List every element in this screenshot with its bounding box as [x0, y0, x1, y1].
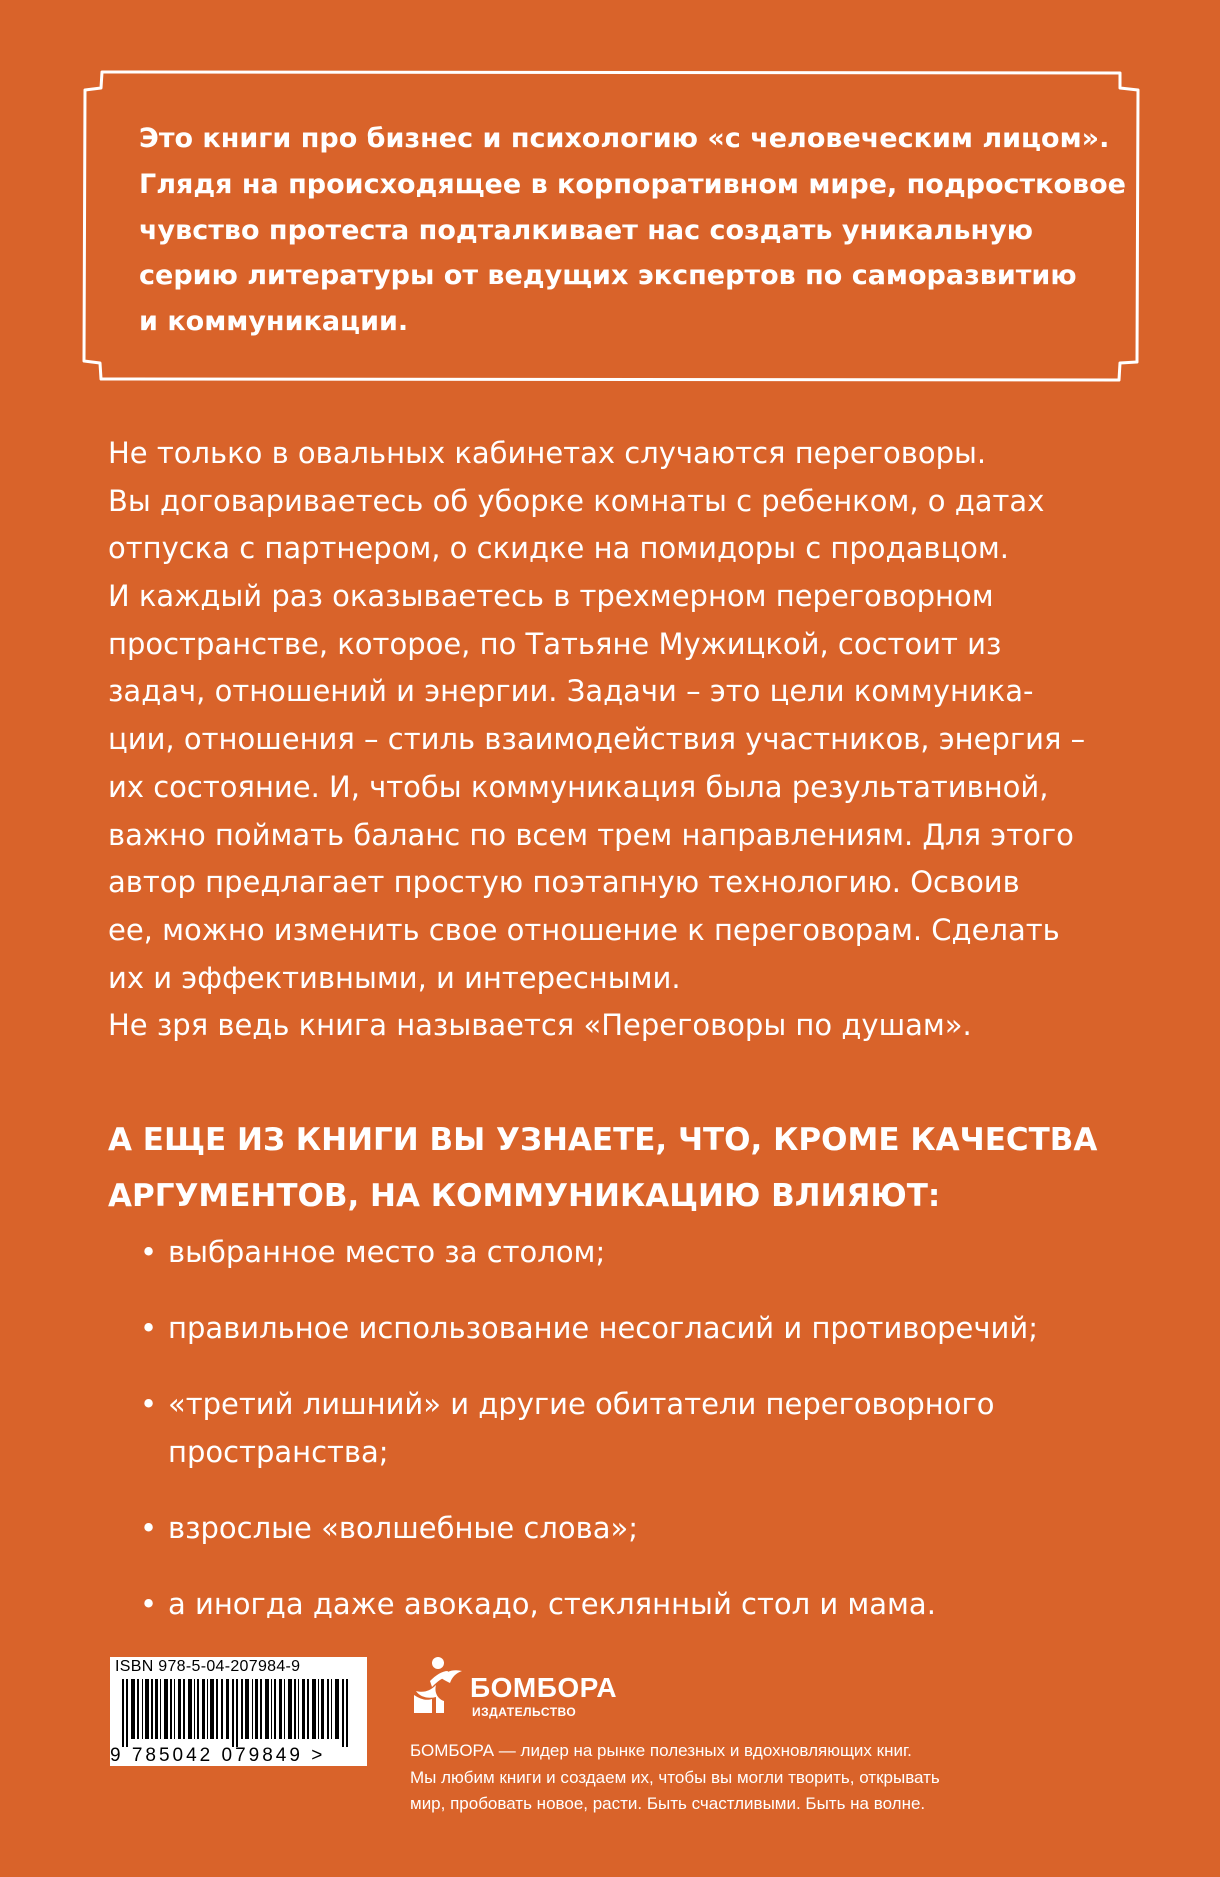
description-line: Вы договариваетесь об уборке комнаты с ребенком, о датах [108, 483, 1045, 518]
list-item-text: а иногда даже авокадо, стеклянный стол и мама. [168, 1587, 936, 1621]
intro-line: Это книги про бизнес и психологию «с человеческим лицом». [139, 123, 1110, 154]
intro-frame [82, 70, 1140, 382]
isbn-digits: 9 785042 079849 > [110, 1745, 326, 1766]
bullet-list [140, 1228, 1140, 1656]
publisher-description-line: Мы любим книги и создаем их, чтобы вы могли творить, открывать [410, 1767, 940, 1787]
isbn-barcode [110, 1657, 367, 1766]
publisher-name: БОМБОРА [470, 1672, 618, 1703]
intro-line: серию литературы от ведущих экспертов по саморазвитию [139, 260, 1077, 292]
description-line: важно поймать баланс по всем трем направлениям. Для этого [108, 817, 1074, 852]
barcode-icon [122, 1679, 357, 1747]
description-line: Не только в овальных кабинетах случаются переговоры. [108, 436, 987, 470]
bullet-icon: • [140, 1511, 158, 1545]
intro-text [139, 116, 1126, 345]
list-item [140, 1380, 1140, 1476]
description-line: ции, отношения – стиль взаимодействия участников, энергия – [108, 722, 1086, 757]
bullet-icon: • [140, 1235, 158, 1269]
description-line: отпуска с партнером, о скидке на помидоры с продавцом. [108, 531, 1010, 566]
bullet-icon: • [140, 1587, 158, 1621]
description-line: И каждый раз оказываетесь в трехмерном переговорном [108, 579, 994, 614]
heading-line: А ЕЩЕ ИЗ КНИГИ ВЫ УЗНАЕТЕ, ЧТО, КРОМЕ КАЧЕСТВА [108, 1122, 1098, 1158]
list-item [140, 1228, 1140, 1276]
heading-line: АРГУМЕНТОВ, НА КОММУНИКАЦИЮ ВЛИЯЮТ: [108, 1178, 941, 1214]
list-item [140, 1504, 1140, 1552]
description-line: задач, отношений и энергии. Задачи – это цели коммуника- [108, 674, 1034, 709]
isbn-label: ISBN 978-5-04-207984-9 [115, 1658, 301, 1675]
description-line: ее, можно изменить свое отношение к переговорам. Сделать [108, 912, 1060, 947]
intro-line: Глядя на происходящее в корпоративном мире, подростковое [139, 168, 1126, 200]
section-heading [108, 1112, 1148, 1224]
description-line: их состояние. И, чтобы коммуникация была результативной, [108, 769, 1049, 804]
publisher-description-line: мир, пробовать новое, расти. Быть счастливыми. Быть на волне. [410, 1794, 926, 1813]
description-paragraph [108, 430, 1128, 1050]
list-item-text: правильное использование несогласий и противоречий; [168, 1311, 1038, 1345]
list-item-text: «третий лишний» и другие обитатели переговорного [168, 1387, 995, 1421]
list-item [140, 1304, 1140, 1352]
intro-line: чувство протеста подталкивает нас создать уникальную [139, 214, 1033, 246]
list-item-text: пространства; [168, 1435, 389, 1469]
description-line: их и эффективными, и интересными. [108, 960, 681, 995]
list-item-text: взрослые «волшебные слова»; [168, 1511, 638, 1545]
publisher-subtitle: ИЗДАТЕЛЬСТВО [472, 1705, 577, 1719]
bullet-icon: • [140, 1387, 158, 1421]
description-line: пространстве, которое, по Татьяне Мужицкой, состоит из [108, 626, 1002, 661]
description-line: Не зря ведь книга называется «Переговоры по душам». [108, 1008, 972, 1043]
description-line: автор предлагает простую поэтапную технологию. Освоив [108, 865, 1020, 900]
publisher-description-line: БОМБОРА — лидер на рынке полезных и вдохновляющих книг. [410, 1741, 912, 1760]
intro-line: и коммуникации. [139, 306, 409, 338]
list-item-text: выбранное место за столом; [168, 1235, 606, 1269]
bullet-icon: • [140, 1311, 158, 1345]
bombora-surfer-icon [410, 1655, 466, 1715]
list-item [140, 1580, 1140, 1628]
publisher-description [410, 1738, 1130, 1818]
